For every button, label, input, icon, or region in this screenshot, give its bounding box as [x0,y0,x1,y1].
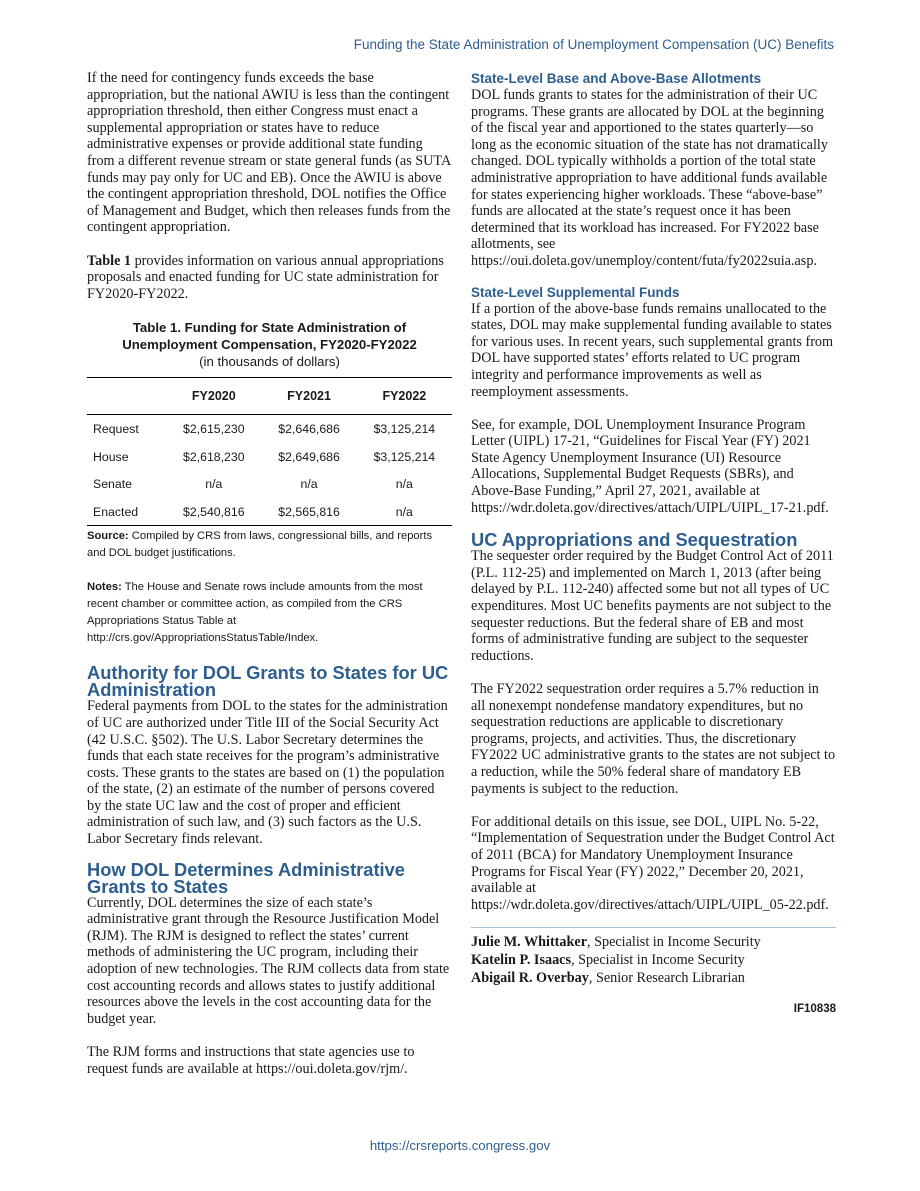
table-cell: n/a [205,477,223,492]
author-entry [471,969,836,987]
table-subtitle: (in thousands of dollars) [199,354,340,370]
table-row [87,498,452,526]
column-header: FY2022 [357,378,452,415]
table-title: Table 1. Funding for State Administration of Unemployment Compensation, FY2020-FY2022 [122,320,417,353]
paragraph-rjm-forms: The RJM forms and instructions that state agencies use to request funds are available at https://oui.doleta.gov/rjm/. [87,1044,415,1077]
author-divider [471,927,836,928]
table-cell: $2,615,230 [183,422,245,437]
left-column [87,70,452,1077]
paragraph-how-dol-determines: Currently, DOL determines the size of each state’s administrative grant through the Resource Justification Model (RJM). The RJM is designed to reflect the states’ current methods of administering the UC program, including their adoption of new technologies. The RJM collects data from state cost accounting records and allows states to justify additional resources above the levels in the cost accounting data for the budget year. [87,894,450,1027]
table-intro-text: provides information on various annual appropriations proposals and enacted funding for UC state administration for FY2020-FY2022. [87,252,444,302]
author-title: , Specialist in Income Security [587,934,761,951]
paragraph-table-intro [87,253,452,303]
table-cell: n/a [395,477,413,492]
row-label: Senate [93,477,132,492]
author-entry [471,933,836,951]
table-row [87,415,452,443]
table-reference: Table 1 [87,252,132,269]
funding-table [87,377,452,526]
heading-how-dol-determines: How DOL Determines Administrative Grants to States [87,858,405,897]
row-label: Request [93,422,139,437]
paragraph-uipl-example: See, for example, DOL Unemployment Insurance Program Letter (UIPL) 17-21, “Guidelines for Fiscal Year (FY) 2021 State Agency Unemployment Insurance (UI) Resource Allocations, Supplemental Budget Requests (SBRs), and Above-Base Funding,” April 27, 2021, available at https://wdr.doleta.gov/directives/attach/UIPL/UIPL_17-21.pdf. [471,416,829,516]
table-cell: $2,649,686 [278,449,340,464]
column-header [87,378,166,415]
paragraph-contingency: If the need for contingency funds exceeds the base appropriation, but the national AWIU is less than the contingent appropriation threshold, then either Congress must enact a supplemental appropriation or states have to reduce administrative expenses or provide additional state funding from a different revenue stream or state general funds (as SUTA funds may pay only for UC and EB). Once the AWIU is above the contingent appropriation threshold, DOL notifies the Office of Management and Budget, which then releases funds from the contingent appropriation. [87,70,451,236]
author-title: , Senior Research Librarian [588,970,745,987]
heading-base-allotments: State-Level Base and Above-Base Allotments [471,71,762,86]
table-row [87,443,452,471]
author-title: , Specialist in Income Security [570,952,745,969]
table-cell: $2,565,816 [261,498,356,526]
heading-supplemental-funds: State-Level Supplemental Funds [471,284,680,300]
row-label: Enacted [87,498,166,526]
author-name: Julie M. Whittaker [471,934,587,951]
heading-sequestration: UC Appropriations and Sequestration [471,529,798,551]
running-header: Funding the State Administration of Unemployment Compensation (UC) Benefits [353,37,834,52]
table-cell: n/a [357,498,452,526]
column-header: FY2021 [261,378,356,415]
paragraph-sequestration-2: The FY2022 sequestration order requires a 5.7% reduction in all nonexempt nondefense mandatory expenditures, but no sequestration reductions are applicable to discretionary programs, projects, and activities. Thus, the discretionary FY2022 UC administrative grants to the states are not subject to a reduction, while the 50% federal share of mandatory EB payments is subject to the reduction. [471,681,836,797]
table-source-note [87,528,452,562]
footer-url-link[interactable]: https://crsreports.congress.gov [369,1138,551,1153]
paragraph-supplemental-funds: If a portion of the above-base funds remains unallocated to the states, DOL may make supplemental funding available to states for various uses. In recent years, such supplemental grants from DOL have supported states’ efforts related to UC program integrity and performance improvements as well as reemployment assessments. [471,300,834,400]
source-label: Source: [87,530,129,543]
row-label: House [93,449,129,464]
paragraph-base-allotments: DOL funds grants to states for the administration of their UC programs. These grants are allocated by DOL at the beginning of the fiscal year and apportioned to the states quarterly—so long as the economic situation of the state has not dramatically changed. DOL typically withholds a portion of the total state administrative appropriation to have additional funds available for states experiencing higher workloads. These “above-base” funds are allocated at the state’s request once it has been determined that its workload has increased. For FY2022 base allotments, see https://oui.doleta.gov/unemploy/content/futa/fy2022suia.asp. [471,87,828,269]
table-cell: $3,125,214 [373,422,436,437]
table-cell: $2,618,230 [183,449,245,464]
author-list [471,933,836,987]
table-cell: $2,646,686 [278,422,340,437]
table-row [87,470,452,498]
table-cell: n/a [300,477,318,492]
source-text: Compiled by CRS from laws, congressional bills, and reports and DOL budget justifications. [87,530,433,560]
paragraph-sequestration-1: The sequester order required by the Budget Control Act of 2011 (P.L. 112-25) and implemented on March 1, 2013 (after being delayed by P.L. 112-240) affected some but not all types of UC expenditures. Most UC benefits payments are not subject to the sequester reductions. But the federal share of EB and most forms of administrative funding are subject to the sequester reductions. [471,548,834,664]
column-header: FY2020 [166,378,261,415]
author-name: Abigail R. Overbay [471,970,589,987]
table-header-row [87,378,452,415]
report-id: IF10838 [793,1003,836,1016]
paragraph-authority: Federal payments from DOL to the states for the administration of UC are authorized under Title III of the Social Security Act (42 U.S.C. §502). The U.S. Labor Secretary determines the funds that each state receives for the program’s administrative costs. These grants to the states are based on (1) the population of the state, (2) an estimate of the number of persons covered by the state UC law and the cost of proper and efficient administration of such law, and (3) such factors as the U.S. Labor Secretary finds relevant. [87,698,448,848]
table-cell: $2,540,816 [166,498,261,526]
author-entry [471,951,836,969]
notes-text: The House and Senate rows include amounts from the most recent chamber or committee action, as compiled from the CRS Appropriations Status Table at http://crs.gov/AppropriationsStatusTable/Index. [87,581,423,645]
table-cell: $3,125,214 [373,449,436,464]
paragraph-sequestration-3: For additional details on this issue, see DOL, UIPL No. 5-22, “Implementation of Sequestration under the Budget Control Act of 2011 (BCA) for Mandatory Unemployment Insurance Programs for Fiscal Year (FY) 2022,” December 20, 2021, available at https://wdr.doleta.gov/directives/attach/UIPL/UIPL_05-22.pdf. [471,813,835,913]
notes-label: Notes: [87,581,122,594]
right-column [471,70,836,1015]
table-notes [87,579,452,647]
author-name: Katelin P. Isaacs [471,952,571,969]
heading-authority: Authority for DOL Grants to States for UC Administration [87,662,449,701]
